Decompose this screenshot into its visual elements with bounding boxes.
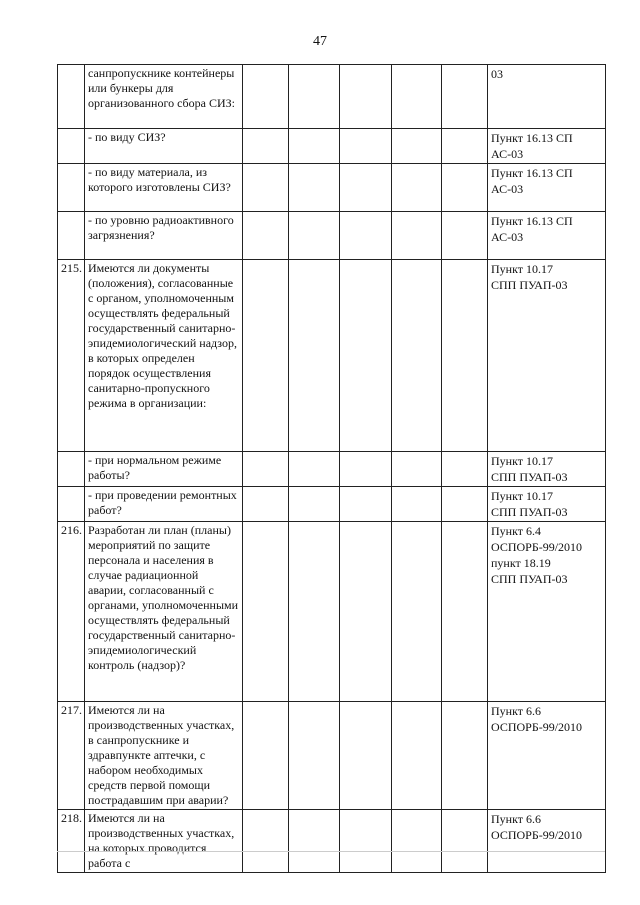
answer-cell (340, 260, 392, 452)
answer-cell (442, 810, 488, 873)
answer-cell (392, 260, 442, 452)
regulation-reference (488, 452, 606, 487)
item-number (58, 129, 85, 164)
reference-line: 03 (491, 67, 503, 81)
answer-cell (243, 260, 289, 452)
answer-cell (289, 522, 340, 702)
answer-cell (289, 164, 340, 212)
answer-cell (392, 129, 442, 164)
regulation-reference (488, 810, 606, 873)
answer-cell (243, 702, 289, 810)
question-text: - по виду СИЗ? (85, 129, 243, 164)
question-text: Имеются ли на производственных участках, на которых проводится работа с (85, 810, 243, 873)
answer-cell (243, 212, 289, 260)
page-bottom-rule (57, 851, 605, 852)
answer-cell (289, 212, 340, 260)
answer-cell (243, 65, 289, 129)
answer-cell (392, 487, 442, 522)
answer-cell (442, 487, 488, 522)
answer-cell (392, 702, 442, 810)
answer-cell (243, 164, 289, 212)
reference-line: Пункт 16.13 СП АС-03 (491, 131, 573, 161)
question-text: санпропускнике контейнеры или бункеры для организованного сбора СИЗ: (85, 65, 243, 129)
regulation-reference (488, 212, 606, 260)
answer-cell (243, 129, 289, 164)
item-number (58, 452, 85, 487)
question-text: Разработан ли план (планы) мероприятий по защите персонала и населения в случае радиационной аварии, согласованный с органами, уполномоченными осуществлять федеральный государственный санитарно-эпидемиологический контроль (надзор)? (85, 522, 243, 702)
answer-cell (289, 65, 340, 129)
answer-cell (442, 65, 488, 129)
question-text: Имеются ли документы (положения), согласованные с органом, уполномоченным осуществлять федеральный государственный санитарно-эпидемиологический надзор, в которых определен порядок осуществления санитарно-пропускного режима в организации: (85, 260, 243, 452)
question-text: - при нормальном режиме работы? (85, 452, 243, 487)
regulation-reference (488, 65, 606, 129)
answer-cell (442, 522, 488, 702)
answer-cell (392, 164, 442, 212)
regulation-reference (488, 164, 606, 212)
regulation-reference (488, 129, 606, 164)
reference-line: СПП ПУАП-03 (491, 278, 568, 292)
answer-cell (243, 522, 289, 702)
reference-line: ОСПОРБ-99/2010 (491, 828, 583, 842)
item-number: 218. (58, 810, 85, 873)
table-row (58, 65, 606, 129)
answer-cell (243, 452, 289, 487)
page-number: 47 (313, 34, 327, 49)
regulation-reference (488, 260, 606, 452)
table-row (58, 164, 606, 212)
answer-cell (442, 212, 488, 260)
item-number (58, 65, 85, 129)
answer-cell (340, 810, 392, 873)
answer-cell (392, 212, 442, 260)
answer-cell (392, 810, 442, 873)
reference-line: СПП ПУАП-03 (491, 572, 568, 586)
answer-cell (442, 260, 488, 452)
regulation-reference (488, 702, 606, 810)
checklist-table (57, 64, 606, 873)
reference-line: Пункт 10.17 (491, 262, 554, 276)
reference-line: Пункт 16.13 СП АС-03 (491, 214, 573, 244)
reference-line: СПП ПУАП-03 (491, 470, 568, 484)
question-text: - по уровню радиоактивного загрязнения? (85, 212, 243, 260)
answer-cell (340, 487, 392, 522)
table-row (58, 810, 606, 873)
answer-cell (289, 260, 340, 452)
reference-line: Пункт 16.13 СП АС-03 (491, 166, 573, 196)
reference-line: Пункт 6.6 (491, 704, 542, 718)
reference-line: Пункт 6.6 (491, 812, 542, 826)
reference-line: ОСПОРБ-99/2010 (491, 720, 583, 734)
answer-cell (289, 129, 340, 164)
answer-cell (289, 487, 340, 522)
regulation-reference (488, 487, 606, 522)
question-text: Имеются ли на производственных участках, в санпропускнике и здравпункте аптечки, с набором необходимых средств первой помощи пострадавшим при аварии? (85, 702, 243, 810)
answer-cell (442, 452, 488, 487)
answer-cell (340, 522, 392, 702)
reference-line: пункт 18.19 (491, 556, 551, 570)
checklist-rows (58, 65, 606, 873)
answer-cell (392, 522, 442, 702)
answer-cell (340, 212, 392, 260)
answer-cell (289, 452, 340, 487)
reference-line: Пункт 10.17 (491, 489, 554, 503)
answer-cell (442, 702, 488, 810)
question-text: - по виду материала, из которого изготовлены СИЗ? (85, 164, 243, 212)
answer-cell (289, 810, 340, 873)
reference-line: ОСПОРБ-99/2010 (491, 540, 583, 554)
reference-line: Пункт 10.17 (491, 454, 554, 468)
regulation-reference (488, 522, 606, 702)
answer-cell (340, 65, 392, 129)
item-number (58, 487, 85, 522)
table-row (58, 212, 606, 260)
table-row (58, 129, 606, 164)
answer-cell (392, 65, 442, 129)
reference-line: Пункт 6.4 (491, 524, 542, 538)
answer-cell (340, 452, 392, 487)
answer-cell (442, 164, 488, 212)
item-number (58, 164, 85, 212)
reference-line: СПП ПУАП-03 (491, 505, 568, 519)
table-row (58, 260, 606, 452)
answer-cell (442, 129, 488, 164)
answer-cell (289, 702, 340, 810)
item-number: 217. (58, 702, 85, 810)
table-row (58, 452, 606, 487)
table-row (58, 702, 606, 810)
item-number (58, 212, 85, 260)
item-number: 215. (58, 260, 85, 452)
item-number: 216. (58, 522, 85, 702)
answer-cell (340, 129, 392, 164)
question-text: - при проведении ремонтных работ? (85, 487, 243, 522)
table-row (58, 487, 606, 522)
answer-cell (340, 702, 392, 810)
answer-cell (392, 452, 442, 487)
answer-cell (243, 810, 289, 873)
answer-cell (340, 164, 392, 212)
answer-cell (243, 487, 289, 522)
table-row (58, 522, 606, 702)
